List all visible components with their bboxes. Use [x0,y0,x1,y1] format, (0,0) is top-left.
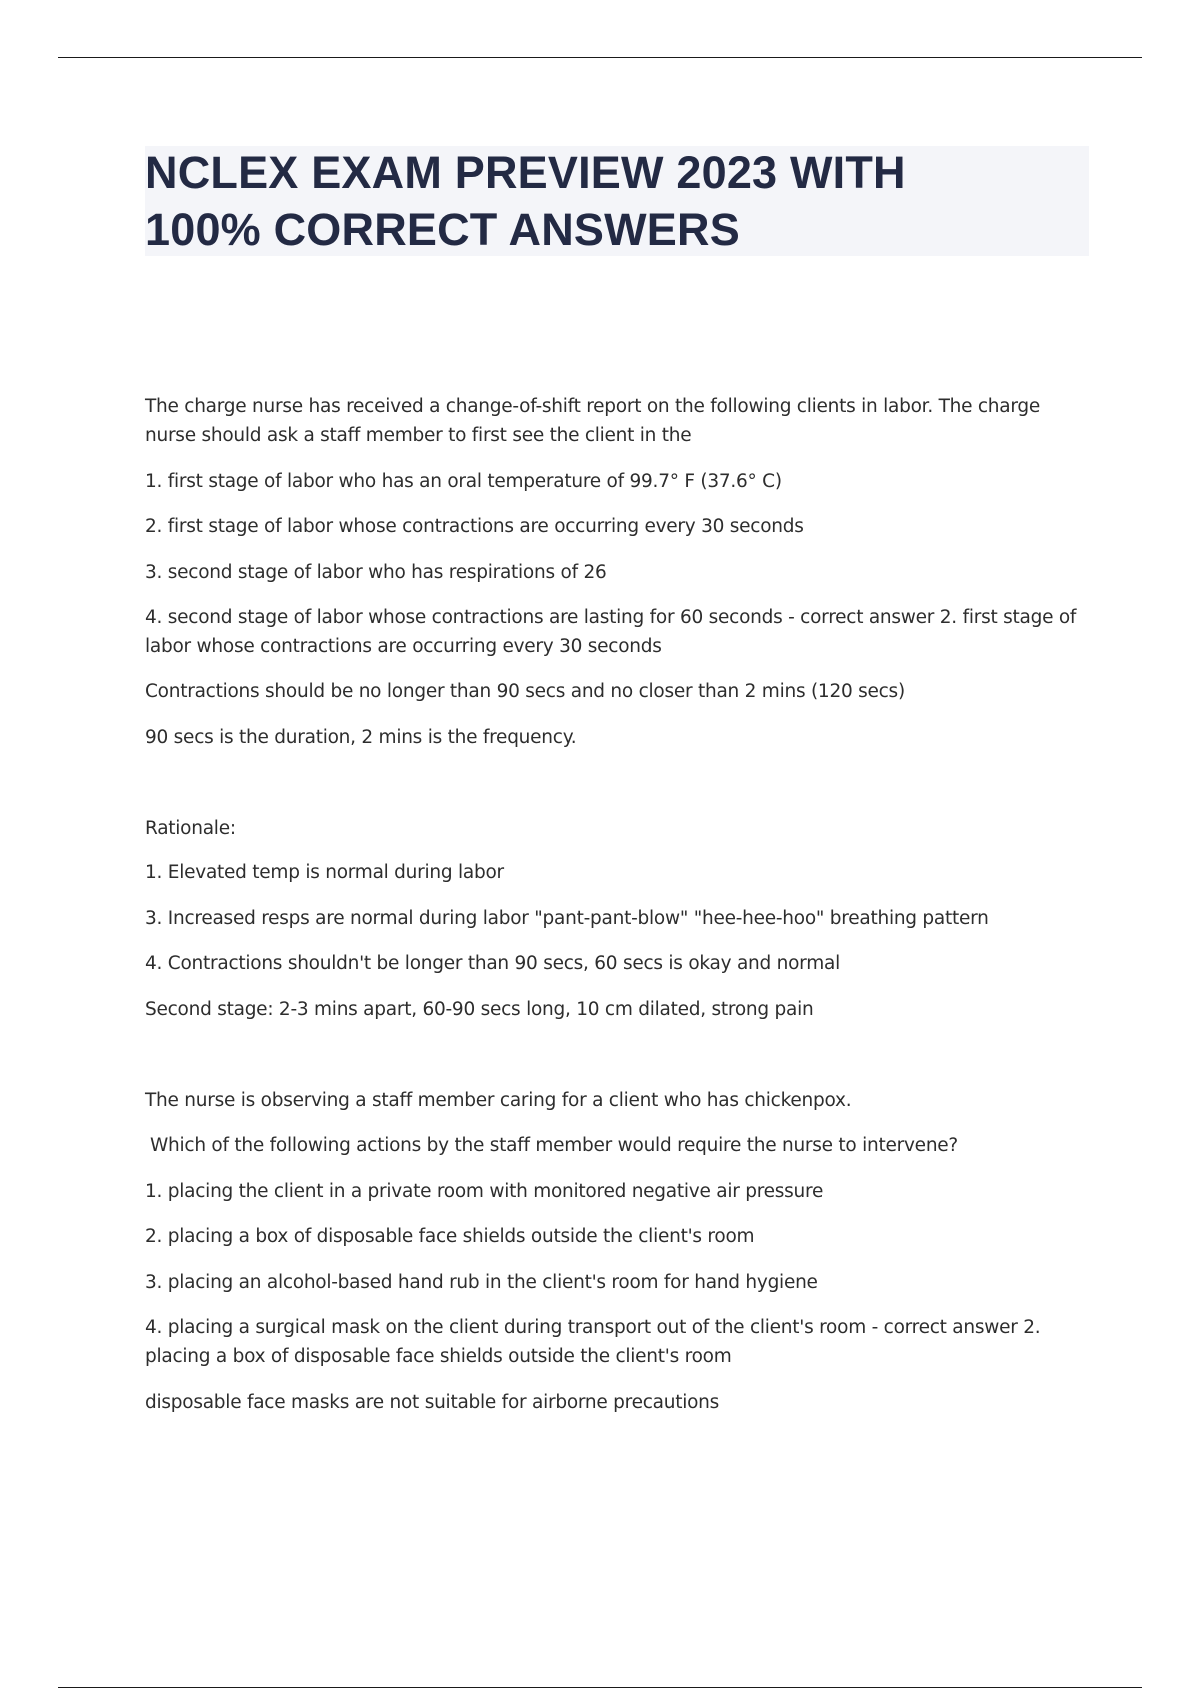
q1-second-stage: Second stage: 2-3 mins apart, 60-90 secs long, 10 cm dilated, strong pain [145,999,814,1020]
q1-note-1: Contractions should be no longer than 90 secs and no closer than 2 mins (120 secs) [145,681,905,702]
header-rule [58,57,1142,58]
q1-note-2: 90 secs is the duration, 2 mins is the frequency. [145,727,577,748]
q1-rationale-4: 4. Contractions shouldn't be longer than 90 secs, 60 secs is okay and normal [145,953,840,974]
q2-option-1: 1. placing the client in a private room with monitored negative air pressure [145,1181,824,1202]
q1-option-4-line-1: 4. second stage of labor whose contractions are lasting for 60 seconds - correct answer 2. first stage of [145,607,1077,628]
q2-stem-line-1: The nurse is observing a staff member caring for a client who has chickenpox. [145,1090,852,1111]
q2-option-4-line-2: placing a box of disposable face shields outside the client's room [145,1346,732,1367]
q1-option-4-line-2: labor whose contractions are occurring every 30 seconds [145,636,662,657]
q1-rationale-3: 3. Increased resps are normal during labor "pant-pant-blow" "hee-hee-hoo" breathing pattern [145,908,989,929]
q2-note-1: disposable face masks are not suitable for airborne precautions [145,1392,720,1413]
q1-stem-line-2: nurse should ask a staff member to first see the client in the [145,425,692,446]
q1-option-2: 2. first stage of labor whose contractions are occurring every 30 seconds [145,516,804,537]
q1-rationale-1: 1. Elevated temp is normal during labor [145,862,504,883]
q1-option-3: 3. second stage of labor who has respirations of 26 [145,562,607,583]
footer-rule [58,1687,1142,1688]
q1-stem-line-1: The charge nurse has received a change-of-shift report on the following clients in labor. The charge [145,396,1041,417]
q1-option-1: 1. first stage of labor who has an oral temperature of 99.7° F (37.6° C) [145,471,782,492]
q2-option-2: 2. placing a box of disposable face shields outside the client's room [145,1226,755,1247]
document-title-line-2: 100% CORRECT ANSWERS [145,204,740,255]
q2-stem-line-2: Which of the following actions by the staff member would require the nurse to intervene? [150,1135,958,1156]
document-title-line-1: NCLEX EXAM PREVIEW 2023 WITH [145,147,906,198]
q2-option-3: 3. placing an alcohol-based hand rub in the client's room for hand hygiene [145,1272,818,1293]
q1-rationale-heading: Rationale: [145,818,236,839]
q2-option-4-line-1: 4. placing a surgical mask on the client during transport out of the client's room - correct answer 2. [145,1317,1041,1338]
